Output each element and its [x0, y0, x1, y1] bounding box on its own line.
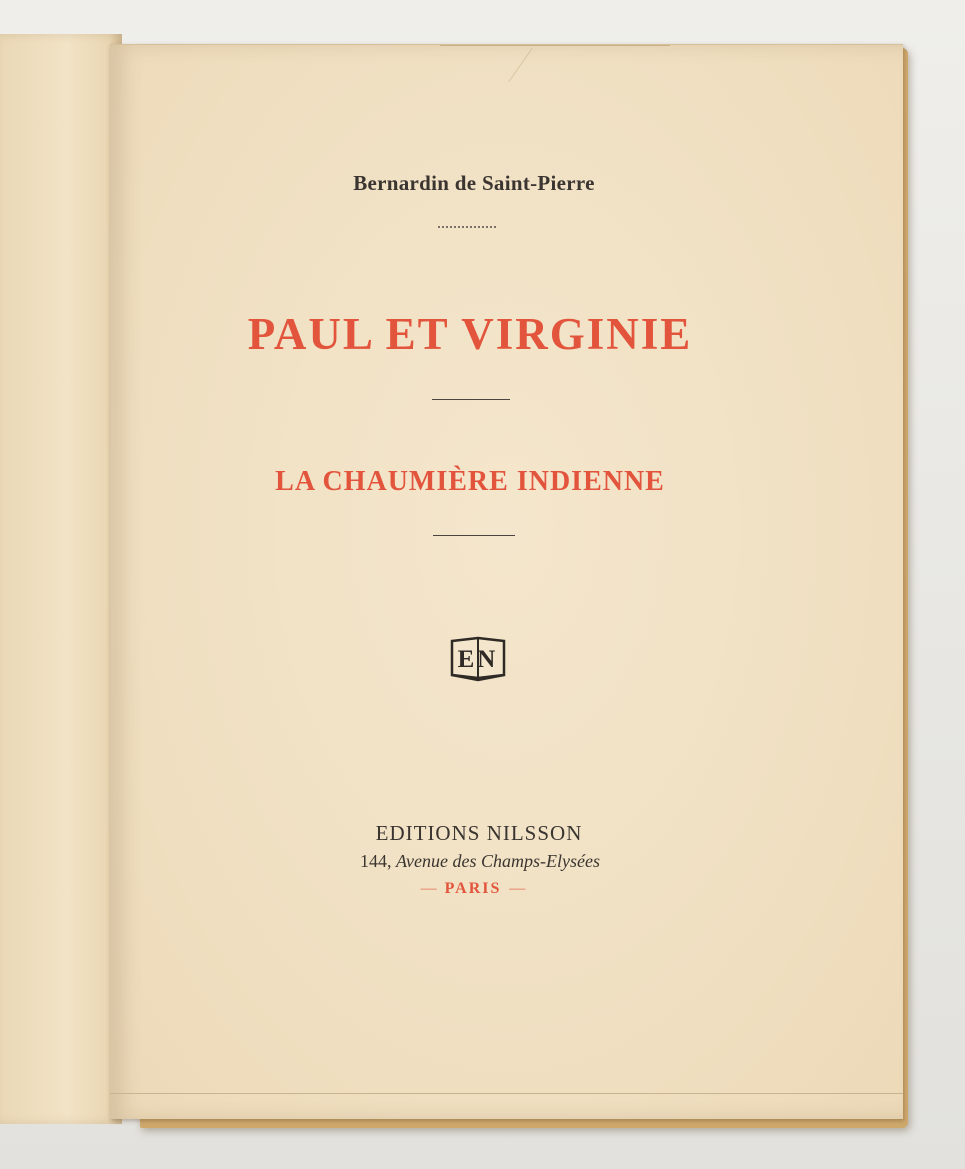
publisher-address [110, 851, 850, 872]
logo-monogram: EN [457, 646, 499, 673]
book-title: PAUL ET VIRGINIE [247, 309, 693, 359]
author-name: Bernardin de Saint-Pierre [353, 171, 595, 195]
subtitle-divider [433, 535, 515, 536]
street-number: 144, [360, 851, 392, 871]
street-name: Avenue des Champs-Elysées [396, 851, 600, 871]
publisher-city: PARIS [444, 880, 502, 897]
book-subtitle: LA CHAUMIÈRE INDIENNE [275, 466, 665, 497]
open-book-monogram-icon [449, 635, 507, 683]
author-divider [438, 224, 496, 228]
city-dash-right: — [501, 880, 526, 897]
title-divider [432, 399, 510, 400]
title-page-text [110, 45, 903, 1119]
publisher-city-line [110, 880, 836, 898]
title-page [110, 44, 903, 1119]
left-page [0, 34, 122, 1124]
page-bottom-edge [110, 1093, 903, 1094]
publisher-name: EDITIONS NILSSON [375, 821, 583, 845]
city-dash-left: — [420, 880, 445, 897]
